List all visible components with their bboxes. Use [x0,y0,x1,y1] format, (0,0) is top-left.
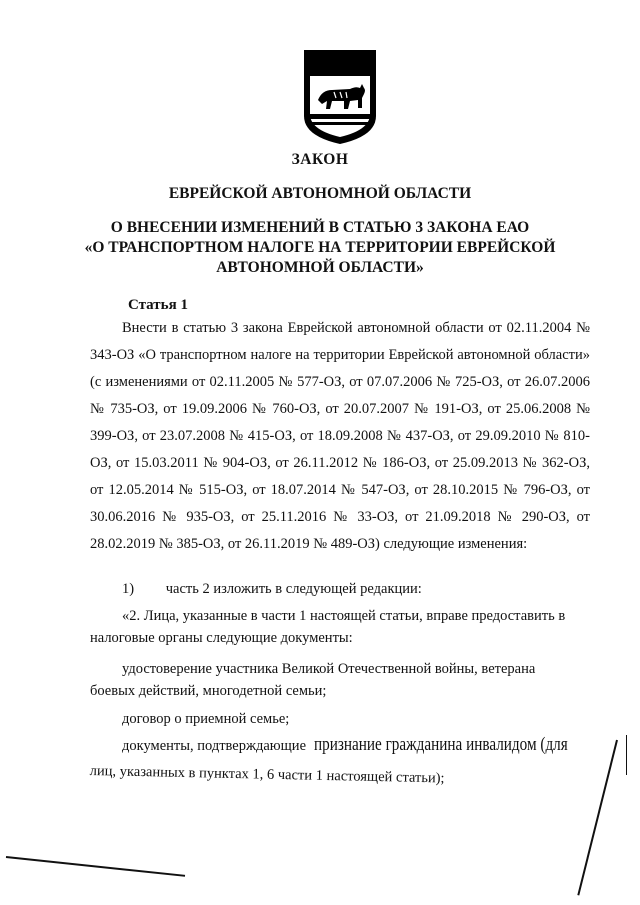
doc-item-text-enlarged: признание гражданина инвалидом (для [313,734,568,755]
article-paragraph: Внести в статью 3 закона Еврейской автономной области от 02.11.2004 № 343-ОЗ «О транспортном налоге на территории Еврейской автономной области» (с изменениями от 02.11.2005 № 577-ОЗ, от 07.07.2006 № 725-ОЗ, от 26.07.2006 № 735-ОЗ, от 19.09.2006 № 760-ОЗ, от 20.07.2007 № 191-ОЗ, от 25.06.2008 № 399-ОЗ, от 23.07.2008 № 415-ОЗ, от 18.09.2008 № 437-ОЗ, от 29.09.2010 № 810-ОЗ, от 15.03.2011 № 904-ОЗ, от 26.11.2012 № 186-ОЗ, от 25.09.2013 № 362-ОЗ, от 12.05.2014 № 515-ОЗ, от 18.07.2014 № 547-ОЗ, от 28.10.2015 № 796-ОЗ, от 30.06.2016 № 935-ОЗ, от 25.11.2016 № 33-ОЗ, от 21.09.2018 № 290-ОЗ, от 28.02.2019 № 385-ОЗ, от 26.11.2019 № 489-ОЗ) следующие изменения: [90,320,590,552]
quote-line: «2. Лица, указанные в части 1 настоящей статьи, вправе предоставить в [122,608,566,624]
item-text: часть 2 изложить в следующей редакции: [165,581,422,597]
law-subtitle-line: О ВНЕСЕНИИ ИЗМЕНЕНИЙ В СТАТЬЮ 3 ЗАКОНА ЕАО [110,219,530,236]
doc-item-line: лиц, указанных в пунктах 1, 6 части 1 настоящей статьи); [89,762,445,787]
doc-item-text: документы, подтверждающие [122,738,307,754]
scan-artifact-line [626,735,627,775]
item-number: 1) [122,581,135,597]
item-line [90,578,590,600]
article-body [90,315,590,558]
scan-artifact-line [6,856,185,877]
doc-item-line: договор о приемной семье; [122,711,290,727]
doc-item-line: удостоверение участника Великой Отечественной войны, ветерана [122,661,536,677]
law-subtitle [0,218,640,278]
doc-item-line: боевых действий, многодетной семьи; [90,683,327,699]
law-region: ЕВРЕЙСКОЙ АВТОНОМНОЙ ОБЛАСТИ [168,185,472,202]
law-title: ЗАКОН [291,151,349,168]
article-heading: Статья 1 [128,297,188,313]
law-subtitle-line: АВТОНОМНОЙ ОБЛАСТИ» [216,259,424,276]
scan-artifact-line [577,740,618,896]
coat-of-arms-emblem [300,48,380,146]
quote-line: налоговые органы следующие документы: [90,630,353,646]
law-subtitle-line: «О ТРАНСПОРТНОМ НАЛОГЕ НА ТЕРРИТОРИИ ЕВРЕЙСКОЙ [84,239,556,256]
doc-item-line [90,734,640,757]
